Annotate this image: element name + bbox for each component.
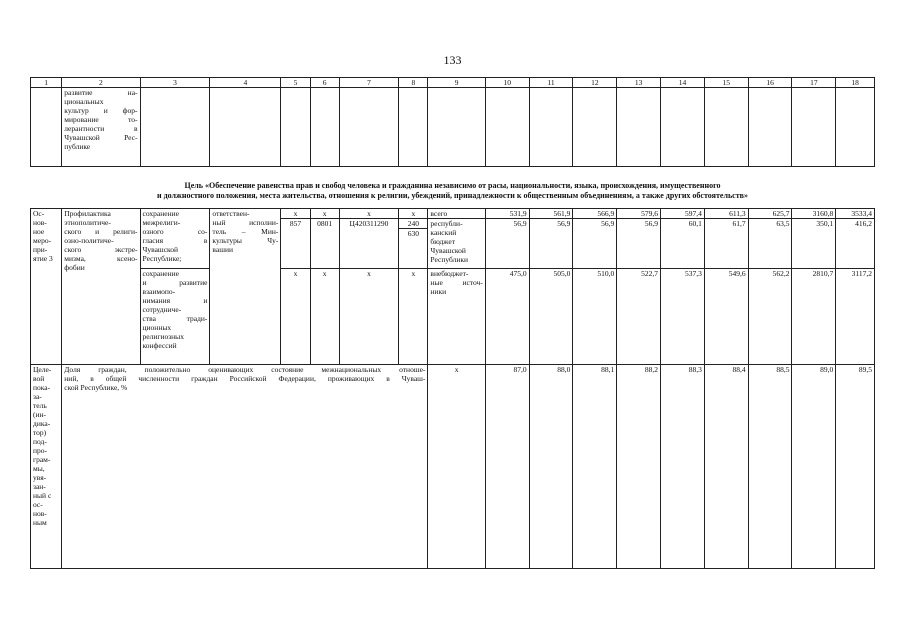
cell-value: 56,9: [573, 219, 617, 269]
column-number: 16: [748, 78, 792, 88]
event-executor: ответствен- ный исполни- тель – Мин- культуры Чу- вашии: [210, 209, 281, 365]
cell-expense-type: x: [399, 269, 428, 365]
cell-value: 56,9: [617, 219, 661, 269]
indicator-text: Доля граждан, положительно оценивающих состояние межнациональных отноше- ний, в общей численности граждан Российской Федерации, проживающих в Чуваш- ской Республике, %: [62, 365, 428, 569]
cell-value: 3160,8: [792, 209, 836, 219]
event-row-total: [31, 209, 875, 219]
column-number: 9: [428, 78, 485, 88]
cell-value: 537,3: [661, 269, 705, 365]
carry-over-table: [30, 77, 875, 167]
column-number: 13: [617, 78, 661, 88]
cell-value: 597,4: [661, 209, 705, 219]
cell-source: внебюджет- ные источ- ники: [428, 269, 485, 365]
indicator-value: 88,4: [704, 365, 748, 569]
column-number: 10: [485, 78, 529, 88]
event-task-1: сохранение межрелиги- озного со- гласия в Чувашской Республике;: [140, 209, 210, 269]
cell-value: 3117,2: [836, 269, 875, 365]
column-number: 17: [792, 78, 836, 88]
indicator-source: x: [428, 365, 485, 569]
cell-value: 3533,4: [836, 209, 875, 219]
cell-value: 475,0: [485, 269, 529, 365]
cell-target-article: Ц420311290: [339, 219, 398, 269]
column-number: 5: [281, 78, 310, 88]
cell-value: 562,2: [748, 269, 792, 365]
indicator-value: 89,5: [836, 365, 875, 569]
cell-source: республи- канский бюджет Чувашской Республики: [428, 219, 485, 269]
cell-value: 531,9: [485, 209, 529, 219]
cell-target-article: x: [339, 269, 398, 365]
column-number: 1: [31, 78, 62, 88]
cell-value: 61,7: [704, 219, 748, 269]
event-name: Профилактика этнополитиче- ского и религи- озно-политиче- ского экстре- мизма, ксено- фобии: [62, 209, 140, 365]
page-number: 133: [443, 53, 462, 67]
cell-expense-type: 240 630: [399, 219, 428, 269]
column-number: 2: [62, 78, 140, 88]
cell-value: 579,6: [617, 209, 661, 219]
cell-value: 611,3: [704, 209, 748, 219]
event-label: Ос- нов- ное меро- при- ятие 3: [31, 209, 62, 365]
event-task-2: сохранение и развитие взаимопо- нимания и сотрудниче- ства тради- ционных религиозных конфессий: [140, 269, 210, 365]
cell-value: 350,1: [792, 219, 836, 269]
column-number: 11: [529, 78, 573, 88]
cell-value: 510,0: [573, 269, 617, 365]
indicator-value: 88,0: [529, 365, 573, 569]
cell-value: 561,9: [529, 209, 573, 219]
cell-value: 2810,7: [792, 269, 836, 365]
indicator-value: 89,0: [792, 365, 836, 569]
cell-value: 566,9: [573, 209, 617, 219]
column-number: 15: [704, 78, 748, 88]
carry-row: [31, 88, 875, 167]
column-number: 18: [836, 78, 875, 88]
cell-expense-type: x: [399, 209, 428, 219]
column-number: 12: [573, 78, 617, 88]
cell-value: 416,2: [836, 219, 875, 269]
column-number: 3: [140, 78, 210, 88]
cell-value: 549,6: [704, 269, 748, 365]
column-number-row: [31, 78, 875, 88]
cell-value: 60,1: [661, 219, 705, 269]
cell-value: 56,9: [485, 219, 529, 269]
column-number: 7: [339, 78, 398, 88]
carry-col2: развитие на- циональных культур и фор- мирование то- лерантности в Чувашской Рес- публике: [62, 88, 140, 167]
indicator-value: 88,1: [573, 365, 617, 569]
program-table: [30, 208, 875, 569]
cell-value: 56,9: [529, 219, 573, 269]
cell-value: 625,7: [748, 209, 792, 219]
cell-grbs: x: [281, 209, 310, 219]
goal-title: Цель «Обеспечение равенства прав и свобод человека и гражданина независимо от расы, национальности, языка, происхождения, имущественного и должностного положения, места жительства, отношения к религии, убеждений, принадлежности к общественным объединениям, а также других обстоятельств»: [157, 181, 748, 200]
cell-section: 0801: [310, 219, 339, 269]
column-number: 8: [399, 78, 428, 88]
cell-value: 522,7: [617, 269, 661, 365]
event-row-extrabudget: [31, 269, 875, 365]
indicator-value: 88,3: [661, 365, 705, 569]
cell-grbs: x: [281, 269, 310, 365]
indicator-label: Целе- вой пока- за- тель (ин- дика- тор) под- про- грам- мы, увя- зан- ный с ос- нов- ным: [31, 365, 62, 569]
cell-source: всего: [428, 209, 485, 219]
indicator-value: 88,5: [748, 365, 792, 569]
cell-target-article: x: [339, 209, 398, 219]
indicator-value: 87,0: [485, 365, 529, 569]
cell-section: x: [310, 209, 339, 219]
indicator-row: [31, 365, 875, 569]
column-number: 6: [310, 78, 339, 88]
cell-value: 63,5: [748, 219, 792, 269]
column-number: 4: [210, 78, 281, 88]
column-number: 14: [661, 78, 705, 88]
cell-value: 505,0: [529, 269, 573, 365]
carry-col1: [31, 88, 62, 167]
indicator-value: 88,2: [617, 365, 661, 569]
cell-section: x: [310, 269, 339, 365]
cell-grbs: 857: [281, 219, 310, 269]
